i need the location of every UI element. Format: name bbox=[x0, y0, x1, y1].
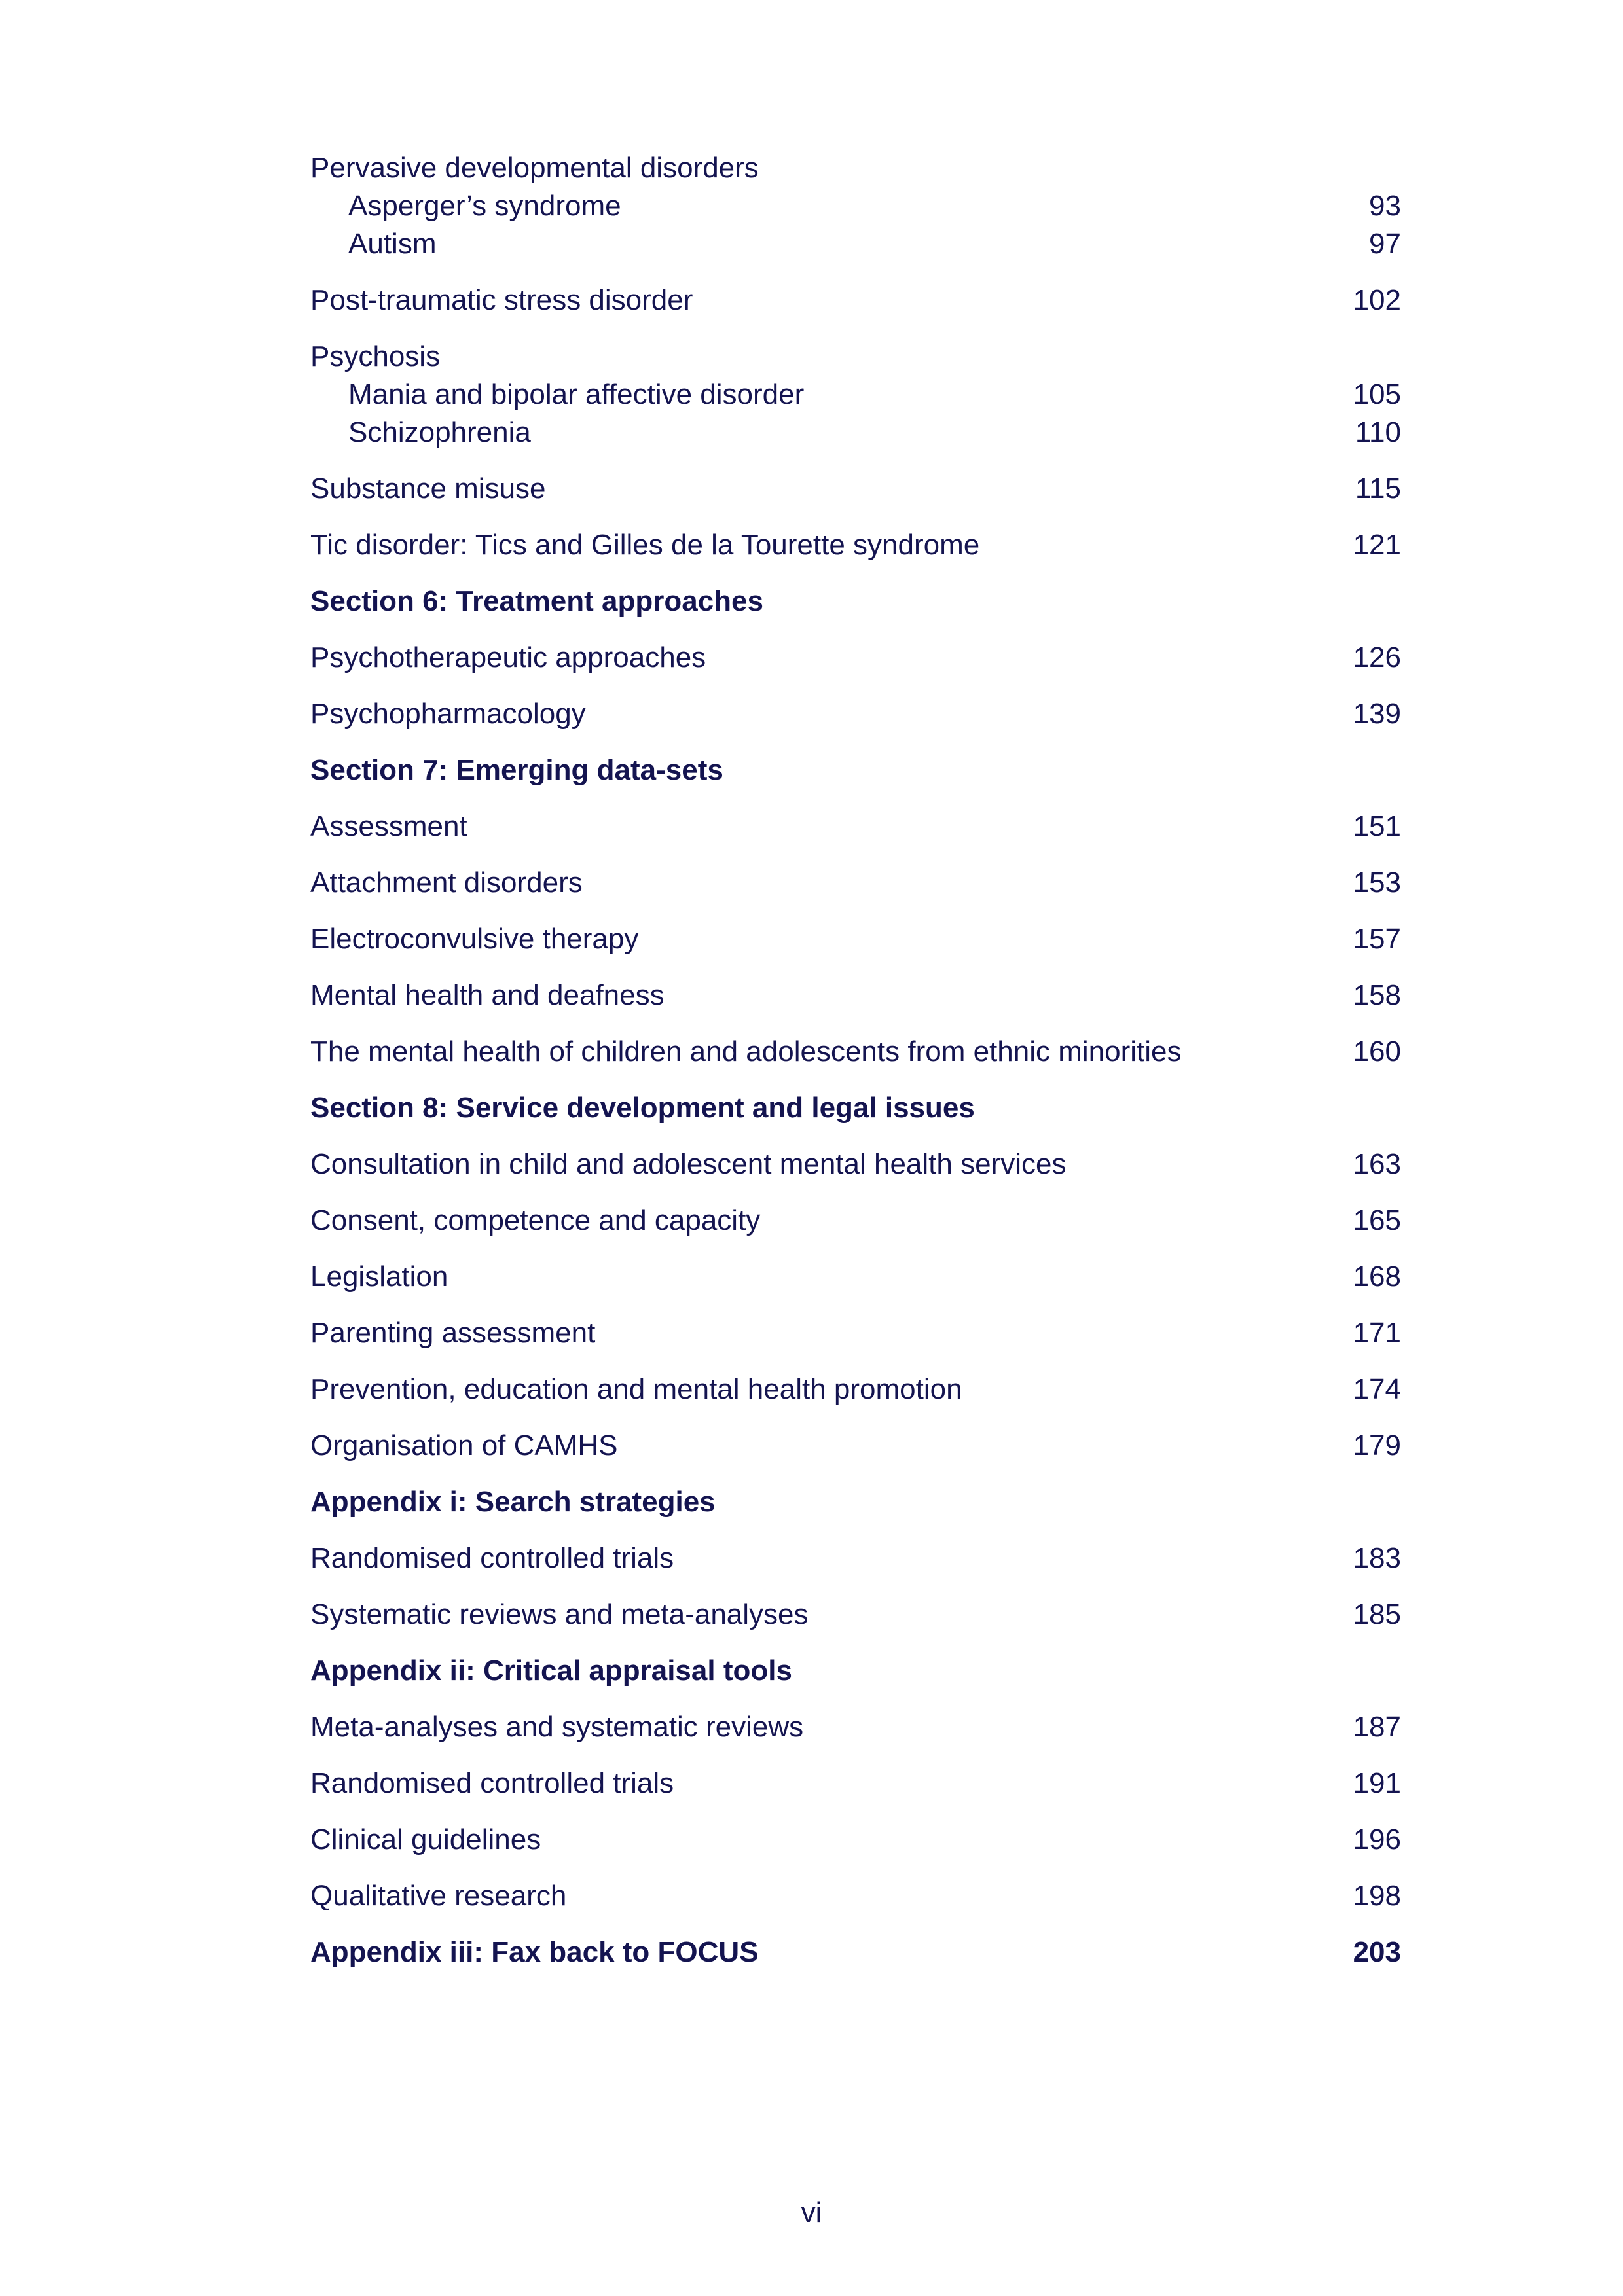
toc-entry-label: Appendix i: Search strategies bbox=[310, 1486, 716, 1518]
toc-entry bbox=[310, 1202, 1401, 1240]
toc-entry-label: Qualitative research bbox=[310, 1880, 567, 1912]
toc-entry-label: The mental health of children and adolescents from ethnic minorities bbox=[310, 1035, 1182, 1067]
toc-entry-label: Legislation bbox=[310, 1261, 448, 1293]
toc-entry-page-number: 139 bbox=[1353, 698, 1401, 730]
toc-entry bbox=[310, 1708, 1401, 1746]
toc-entry bbox=[310, 470, 1401, 508]
toc-subentry bbox=[310, 225, 1401, 263]
toc-entry bbox=[310, 526, 1401, 564]
toc-subentry bbox=[310, 376, 1401, 414]
toc-entry-label: Appendix iii: Fax back to FOCUS bbox=[310, 1936, 759, 1968]
toc-entry-label: Prevention, education and mental health promotion bbox=[310, 1373, 962, 1405]
toc-entry-page-number: 121 bbox=[1353, 529, 1401, 561]
toc-subentry bbox=[310, 187, 1401, 225]
toc-entry bbox=[310, 1877, 1401, 1915]
toc-entry-label: Electroconvulsive therapy bbox=[310, 923, 639, 955]
toc-entry-page-number: 165 bbox=[1353, 1204, 1401, 1236]
toc-section-heading bbox=[310, 1089, 1401, 1127]
toc-entry-label: Post-traumatic stress disorder bbox=[310, 284, 693, 316]
toc-section-heading bbox=[310, 583, 1401, 620]
toc-entry-page-number: 126 bbox=[1353, 641, 1401, 673]
toc-entry-label: Meta-analyses and systematic reviews bbox=[310, 1711, 804, 1743]
toc-entry-page-number: 163 bbox=[1353, 1148, 1401, 1180]
toc-entry-page-number: 171 bbox=[1353, 1317, 1401, 1349]
toc-entry bbox=[310, 1821, 1401, 1859]
toc-entry bbox=[310, 920, 1401, 958]
toc-entry-label: Section 8: Service development and legal issues bbox=[310, 1092, 975, 1124]
page-number: vi bbox=[801, 2197, 822, 2229]
toc-entry-label: Consultation in child and adolescent mental health services bbox=[310, 1148, 1067, 1180]
toc-entry bbox=[310, 1258, 1401, 1296]
toc-entry-page-number: 93 bbox=[1369, 190, 1401, 222]
toc-section-heading bbox=[310, 1933, 1401, 1971]
toc-entry-label: Substance misuse bbox=[310, 473, 546, 505]
toc-entry-page-number: 110 bbox=[1355, 416, 1401, 448]
toc-entry-label: Autism bbox=[348, 228, 437, 260]
toc-entry bbox=[310, 977, 1401, 1014]
toc-section-heading bbox=[310, 1483, 1401, 1521]
toc-entry-page-number: 157 bbox=[1353, 923, 1401, 955]
toc-entry bbox=[310, 149, 1401, 187]
toc-entry bbox=[310, 695, 1401, 733]
toc-entry-label: Asperger’s syndrome bbox=[348, 190, 621, 222]
toc-entry-page-number: 151 bbox=[1353, 810, 1401, 842]
toc-entry bbox=[310, 1145, 1401, 1183]
toc-entry-page-number: 160 bbox=[1353, 1035, 1401, 1067]
toc-entry bbox=[310, 1539, 1401, 1577]
toc-entry-page-number: 191 bbox=[1353, 1767, 1401, 1799]
toc-entry bbox=[310, 1033, 1401, 1071]
toc-entry-label: Parenting assessment bbox=[310, 1317, 596, 1349]
table-of-contents bbox=[310, 149, 1401, 1971]
toc-entry bbox=[310, 808, 1401, 846]
toc-entry bbox=[310, 1371, 1401, 1408]
toc-entry bbox=[310, 864, 1401, 902]
toc-entry-page-number: 203 bbox=[1353, 1936, 1401, 1968]
toc-entry-label: Randomised controlled trials bbox=[310, 1767, 674, 1799]
toc-entry-page-number: 185 bbox=[1353, 1598, 1401, 1630]
toc-entry-label: Mental health and deafness bbox=[310, 979, 665, 1011]
toc-entry bbox=[310, 1596, 1401, 1634]
toc-entry bbox=[310, 281, 1401, 319]
toc-entry-page-number: 174 bbox=[1353, 1373, 1401, 1405]
toc-entry-label: Schizophrenia bbox=[348, 416, 531, 448]
toc-section-heading bbox=[310, 1652, 1401, 1690]
toc-entry-label: Psychotherapeutic approaches bbox=[310, 641, 706, 673]
toc-entry-label: Assessment bbox=[310, 810, 467, 842]
toc-entry-page-number: 158 bbox=[1353, 979, 1401, 1011]
toc-entry-page-number: 183 bbox=[1353, 1542, 1401, 1574]
toc-entry-label: Clinical guidelines bbox=[310, 1823, 541, 1856]
toc-entry-page-number: 97 bbox=[1369, 228, 1401, 260]
toc-entry-label: Appendix ii: Critical appraisal tools bbox=[310, 1655, 792, 1687]
toc-entry-label: Attachment disorders bbox=[310, 867, 583, 899]
toc-subentry bbox=[310, 414, 1401, 452]
toc-entry-label: Psychopharmacology bbox=[310, 698, 586, 730]
toc-entry-label: Section 7: Emerging data-sets bbox=[310, 754, 723, 786]
toc-section-heading bbox=[310, 751, 1401, 789]
toc-entry-label: Tic disorder: Tics and Gilles de la Tourette syndrome bbox=[310, 529, 980, 561]
toc-entry-page-number: 179 bbox=[1353, 1429, 1401, 1462]
toc-entry bbox=[310, 338, 1401, 376]
toc-entry-label: Psychosis bbox=[310, 340, 441, 372]
toc-entry bbox=[310, 1427, 1401, 1465]
toc-entry-label: Systematic reviews and meta-analyses bbox=[310, 1598, 809, 1630]
toc-entry-label: Consent, competence and capacity bbox=[310, 1204, 761, 1236]
toc-entry bbox=[310, 639, 1401, 677]
toc-entry-page-number: 105 bbox=[1353, 378, 1401, 410]
toc-entry-page-number: 102 bbox=[1353, 284, 1401, 316]
toc-entry-page-number: 187 bbox=[1353, 1711, 1401, 1743]
toc-entry-label: Section 6: Treatment approaches bbox=[310, 585, 763, 617]
toc-entry bbox=[310, 1314, 1401, 1352]
toc-entry-page-number: 198 bbox=[1353, 1880, 1401, 1912]
toc-entry-page-number: 168 bbox=[1353, 1261, 1401, 1293]
toc-entry-label: Mania and bipolar affective disorder bbox=[348, 378, 805, 410]
toc-entry-page-number: 115 bbox=[1355, 473, 1401, 505]
toc-entry-label: Organisation of CAMHS bbox=[310, 1429, 618, 1462]
toc-entry-page-number: 196 bbox=[1353, 1823, 1401, 1856]
toc-entry bbox=[310, 1765, 1401, 1803]
toc-entry-page-number: 153 bbox=[1353, 867, 1401, 899]
toc-entry-label: Pervasive developmental disorders bbox=[310, 152, 759, 184]
toc-entry-label: Randomised controlled trials bbox=[310, 1542, 674, 1574]
